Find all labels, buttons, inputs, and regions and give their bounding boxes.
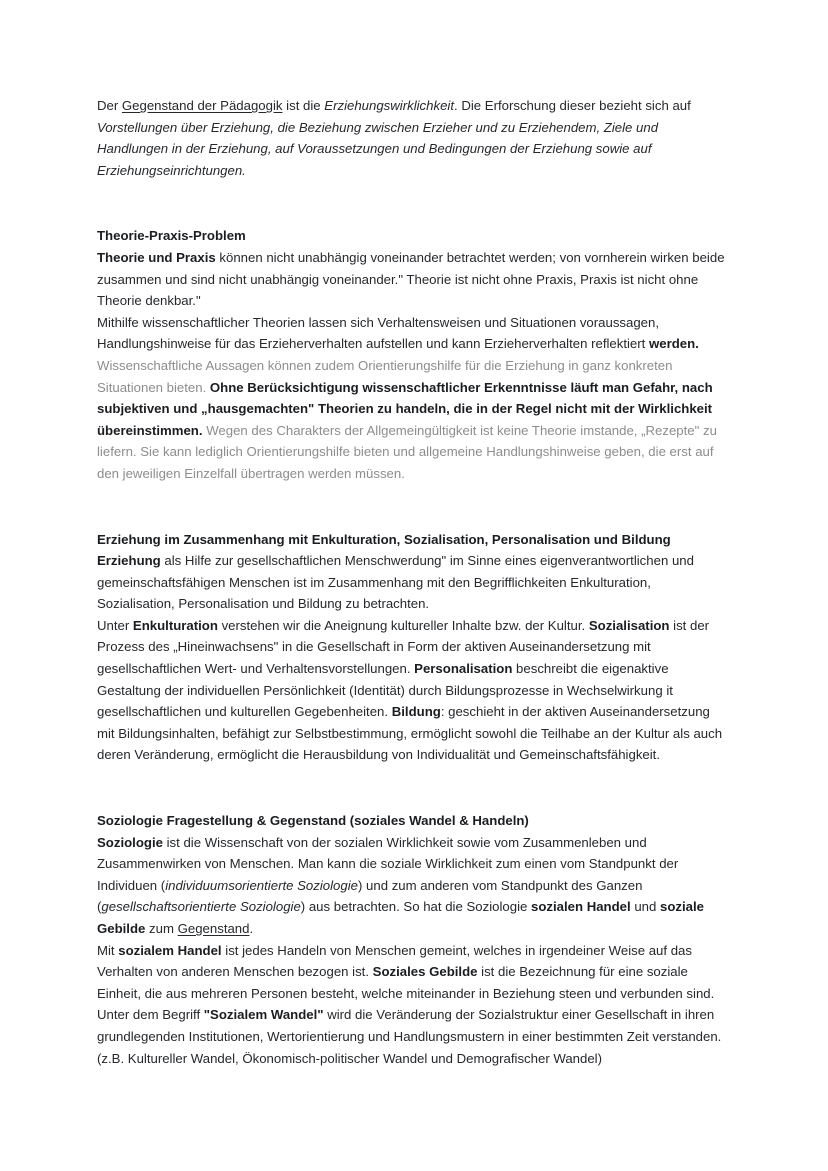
text-run-bold: Sozialisation [588, 617, 670, 633]
text-run-normal: ) aus betrachten. So hat die Soziologie [300, 899, 531, 915]
text-run-normal: . [249, 921, 254, 936]
text-run-normal: Der [97, 98, 122, 113]
text-run-bold: Personalisation [414, 661, 513, 677]
text-run-italic: Vorstellungen über Erziehung, die Beziehung zwischen Erzieher und zu Erziehendem, Ziele und Handlungen in der Erziehung, auf Voraussetzungen und Bedingungen der Erziehung sowie auf Erziehungseinrichtungen. [97, 119, 659, 178]
text-run-normal: ist die [282, 98, 325, 113]
text-run-italic: individuumsorientierte Soziologie [165, 877, 358, 893]
text-run-normal: als Hilfe zur gesellschaftlichen Menschwerdung" im Sinne eines eigenverantwortlichen und gemeinschaftsfähigen Menschen ist im Zusammenhang mit den Begrifflichkeiten Enkulturation, Sozialisation, Personalisation und Bildung zu betrachten. [97, 553, 694, 612]
text-run-bold: werden. [649, 336, 699, 352]
text-run-normal: Unter [97, 617, 133, 633]
text-run-muted: Wegen des Charakters der Allgemeingültigkeit ist keine Theorie imstande, „Rezepte" zu liefern. Sie kann lediglich Orientierungshilfe bieten und allgemeine Handlungshinweise geben, die erst auf den jeweiligen Einzelfall übertragen werden müssen. [97, 422, 717, 481]
text-run-bold: Soziologie [97, 834, 163, 850]
text-run-bold: Enkulturation [132, 617, 218, 633]
text-run-normal: ist die Wissenschaft von der sozialen Wirklichkeit sowie vom Zusammenleben und Zusammenwirken von Menschen. Man kann die soziale Wirklichkeit zum einen vom Standpunkt der Individuen ( [97, 834, 679, 893]
section-theorie-praxis [97, 225, 725, 484]
text-run-normal: beschreibt die eigenaktive Gestaltung der individuellen Persönlichkeit (Identität) durch Bildungsprozesse in Wechselwirkung it gesellschaftlichen und kulturellen Gegebenheiten. [97, 661, 673, 720]
intro-paragraph [97, 95, 725, 181]
text-run-bold: sozialen Handel [531, 899, 631, 915]
document-body [97, 95, 725, 1069]
text-run-normal: . Die Erforschung dieser bezieht sich auf [454, 98, 691, 113]
section-heading: Soziologie Fragestellung & Gegenstand (soziales Wandel & Handeln) [97, 813, 529, 829]
paragraph [97, 615, 725, 766]
text-run-underline: Gegenstand [177, 921, 250, 936]
text-run-normal: und [630, 899, 661, 915]
text-run-bold: Bildung [391, 704, 441, 720]
paragraph [97, 1004, 725, 1069]
text-run-normal: : geschieht in der aktiven Auseinandersetzung mit Bildungsinhalten, befähigt zur Selbstbestimmung, ermöglicht sowohl die Teilhabe an der Kultur als auch deren Veränderung, ermöglicht die Herausbildung von Individualität und Gemeinschaftsfähigkeit. [97, 704, 723, 763]
text-run-normal: Mit [97, 942, 119, 958]
text-run-muted: Wissenschaftliche Aussagen können zudem Orientierungshilfe für die Erziehung in ganz konkreten Situationen bieten. [97, 357, 673, 395]
text-run-bold: sozialem Handel [118, 942, 222, 958]
paragraph [97, 247, 725, 312]
text-run-bold: soziale Gebilde [97, 899, 704, 936]
text-run-bold: Theorie und Praxis [97, 249, 216, 265]
text-run-normal: können nicht unabhängig voneinander betrachtet werden; von vornherein wirken beide zusammen und sind nicht unabhängig voneinander." Theorie ist nicht ohne Praxis, Praxis ist nicht ohne Theorie denkbar." [97, 249, 725, 309]
text-run-normal: ) und zum anderen vom Standpunkt des Ganzen ( [97, 877, 643, 915]
text-run-bold: Soziales Gebilde [372, 964, 478, 980]
text-run-normal: ist jedes Handeln von Menschen gemeint, welches in irgendeiner Weise auf das Verhalten von anderen Menschen bezogen ist. [97, 942, 692, 980]
section-heading: Erziehung im Zusammenhang mit Enkulturation, Sozialisation, Personalisation und Bildung [97, 531, 671, 547]
text-run-normal: ist der Prozess des „Hineinwachsens" in die Gesellschaft in Form der aktiven Auseinandersetzung mit gesellschaftlichen Wert- und Verhaltensvorstellungen. [97, 617, 710, 677]
section-soziologie [97, 810, 725, 1069]
paragraph [97, 550, 725, 615]
text-run-underline: Gegenstand der Pädagogik [121, 98, 283, 113]
text-run-normal: ist die Bezeichnung für eine soziale Einheit, die aus mehreren Personen besteht, welche miteinander in Beziehung steen und verbunden sind. [97, 964, 715, 1001]
text-run-normal: zum [145, 921, 178, 936]
text-run-normal: Unter dem Begriff [97, 1007, 204, 1023]
text-run-normal: Mithilfe wissenschaftlicher Theorien lassen sich Verhaltensweisen und Situationen voraussagen, Handlungshinweise für das Erzieherverhalten aufstellen und kann Erzieherverhalten reflektiert [97, 314, 660, 352]
section-erziehung-zusammenhang [97, 529, 725, 767]
section-heading: Theorie-Praxis-Problem [97, 228, 246, 244]
paragraph [97, 940, 725, 1005]
text-run-normal: wird die Veränderung der Sozialstruktur einer Gesellschaft in ihren grundlegenden Institutionen, Wertorientierung und Handlungsmustern in einer bestimmten Zeit verstanden. (z.B. Kultureller Wandel, Ökonomisch-politischer Wandel und Demografischer Wandel) [97, 1007, 722, 1066]
paragraph [97, 312, 725, 485]
paragraph [97, 832, 725, 940]
text-run-italic: Erziehungswirklichkeit [324, 98, 455, 113]
text-run-bold: "Sozialem Wandel" [203, 1007, 324, 1023]
text-run-normal: verstehen wir die Aneignung kultureller Inhalte bzw. der Kultur. [217, 617, 589, 633]
text-run-bold: Ohne Berücksichtigung wissenschaftlicher Erkenntnisse läuft man Gefahr, nach subjektiven und „hausgemachten" Theorien zu handeln, die in der Regel nicht mit der Wirklichkeit übereinstimmen. [97, 379, 713, 438]
text-run-italic: gesellschaftsorientierte Soziologie [101, 899, 301, 915]
text-run-bold: Erziehung [97, 553, 161, 569]
